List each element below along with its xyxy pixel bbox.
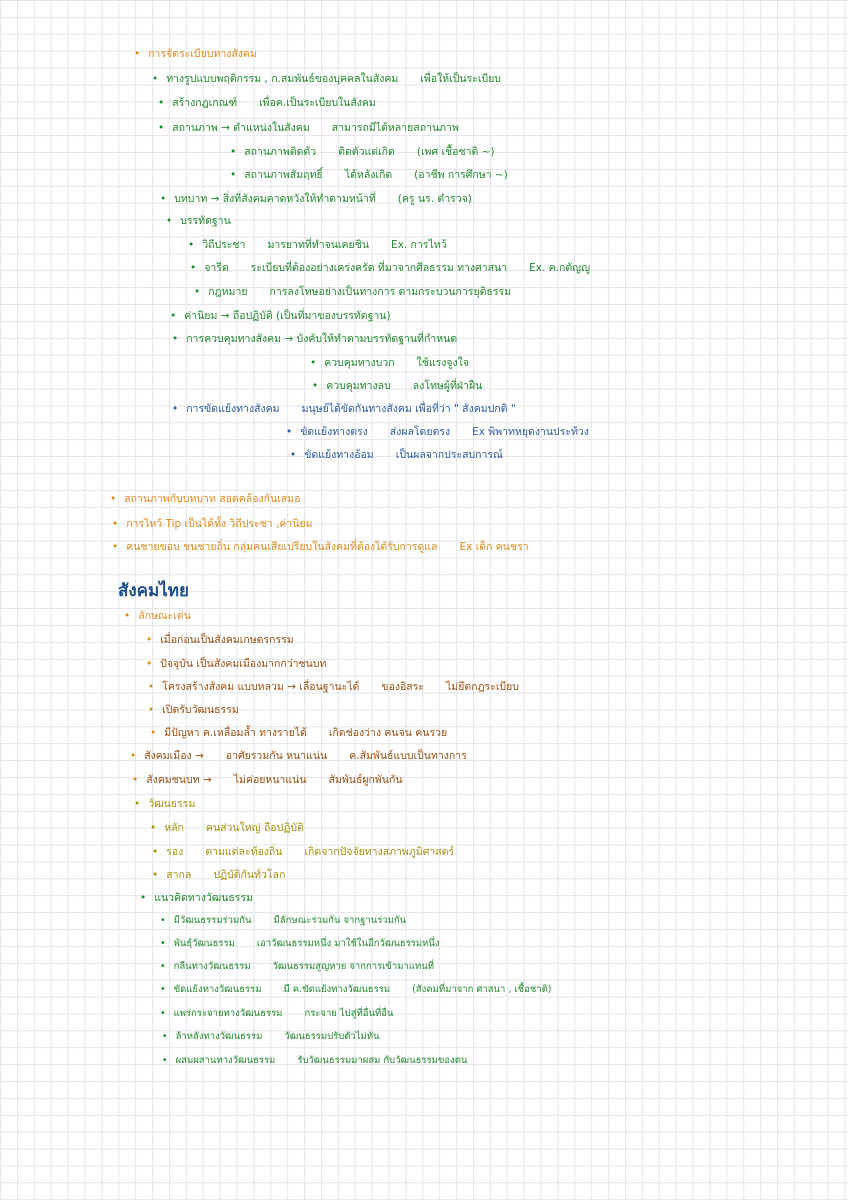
section1-item: • สถานภาพ → ตำแหน่งในสังคม สามารถมีได้หลายสถานภาพ	[158, 122, 459, 134]
conflict-type: • ขัดแย้งทางอ้อม เป็นผลจากประสบการณ์	[290, 449, 503, 461]
bullet-icon: •	[160, 984, 166, 995]
city-line: • สังคมเมือง → อาศัยรวมกัน หนาแน่น ค.สัมพันธ์แบบเป็นทางการ	[130, 750, 467, 762]
concept-item: • มีวัฒนธรรมร่วมกัน มีลักษณะร่วมกัน จากฐานร่วมกัน	[160, 915, 407, 926]
concept-item: • กลืนทางวัฒนธรรม วัฒนธรรมสูญหาย จากการเข้ามาแทนที่	[160, 961, 435, 972]
bullet-icon: •	[134, 48, 141, 60]
concept-item: • แพร่กระจายทางวัฒนธรรม กระจาย ไปสู่ที่อื่นที่อื่น	[160, 1008, 394, 1019]
concept-item: • ผสมผสานทางวัฒนธรรม รับวัฒนธรรมมาผสม กับวัฒนธรรมของตน	[162, 1055, 468, 1066]
bullet-icon: •	[172, 333, 179, 345]
status-type: • สถานภาพติดตัว ติดตัวแต่เกิด (เพศ เชื้อชาติ ~)	[230, 146, 495, 158]
bullet-icon: •	[162, 1055, 168, 1066]
bullet-icon: •	[148, 681, 155, 693]
concept-title: • แนวคิดทางวัฒนธรรม	[140, 892, 253, 904]
role-line: • บทบาท → สิ่งที่สังคมคาดหวังให้ทำตามหน้าที่ (ครู นร. ตำรวจ)	[160, 193, 472, 205]
section1-title: • การจัดระเบียบทางสังคม	[134, 48, 257, 60]
control-type: • ควบคุมทางบวก ใช้แรงจูงใจ	[310, 357, 469, 369]
bullet-icon: •	[160, 193, 167, 205]
bullet-icon: •	[160, 1008, 166, 1019]
bullet-icon: •	[310, 357, 317, 369]
control-line: • การควบคุมทางสังคม → บังคับให้ทำตามบรรทัดฐานที่กำหนด	[172, 333, 458, 345]
bullet-icon: •	[166, 215, 173, 227]
rural-line: • สังคมชนบท → ไม่ค่อยหนาแน่น สัมพันธ์ผูกพันกัน	[132, 774, 403, 786]
feature-item: • ปัจจุบัน เป็นสังคมเมืองมากกว่าชนบท	[146, 658, 327, 670]
bullet-icon: •	[130, 750, 137, 762]
bullet-icon: •	[194, 286, 201, 298]
bullet-icon: •	[290, 449, 297, 461]
features-title: • ลักษณะเด่น	[124, 610, 191, 622]
control-type: • ควบคุมทางลบ ลงโทษผู้ที่ฝ่าฝืน	[312, 380, 483, 392]
concept-item: • ล้าหลังทางวัฒนธรรม วัฒนธรรมปรับตัวไม่ทัน	[162, 1031, 380, 1042]
note-line: • คนชายขอบ ชนชายถิ่น กลุ่มคนเสียเปรียบในสังคมที่ต้องได้รับการดูแล Ex เด็ก คนชรา	[112, 541, 529, 553]
bullet-icon: •	[286, 426, 293, 438]
bullet-icon: •	[132, 774, 139, 786]
bullet-icon: •	[158, 97, 165, 109]
note-line: • สถานภาพกับบทบาท สอดคล้องกันเสมอ	[110, 493, 301, 505]
bullet-icon: •	[152, 846, 159, 858]
bullet-icon: •	[146, 634, 153, 646]
bullet-icon: •	[152, 869, 159, 881]
bullet-icon: •	[170, 310, 177, 322]
bullet-icon: •	[112, 518, 119, 530]
bullet-icon: •	[230, 169, 237, 181]
bullet-icon: •	[110, 493, 117, 505]
bullet-icon: •	[140, 892, 147, 904]
norm-item: • วิถีประชา มารยาทที่ทำจนเคยชิน Ex. การไหว้	[188, 239, 447, 251]
bullet-icon: •	[160, 961, 166, 972]
feature-item: • เปิดรับวัฒนธรรม	[148, 704, 239, 716]
values-line: • ค่านิยม → ถือปฏิบัติ (เป็นที่มาของบรรทัดฐาน)	[170, 310, 391, 322]
section1-item: • ทางรูปแบบพฤติกรรม , ก.สมพันธ์ของบุคคลในสังคม เพื่อให้เป็นระเบียบ	[152, 73, 501, 85]
bullet-icon: •	[146, 658, 153, 670]
bullet-icon: •	[188, 239, 195, 251]
section2-heading: สังคมไทย	[118, 581, 189, 601]
bullet-icon: •	[152, 73, 159, 85]
bullet-icon: •	[172, 403, 179, 415]
culture-item: • รอง ตามแต่ละท้องถิ่น เกิดจากปัจจัยทางสภาพภูมิศาสตร์	[152, 846, 455, 858]
culture-item: • สากล ปฏิบัติกันทั่วโลก	[152, 869, 286, 881]
concept-item: • พันธุ์วัฒนธรรม เอาวัฒนธรรมหนึ่ง มาใช้ในอีกวัฒนธรรมหนึ่ง	[160, 938, 440, 949]
culture-title: • วัฒนธรรม	[134, 798, 196, 810]
concept-item: • ขัดแย้งทางวัฒนธรรม มี ค.ขัดแย้งทางวัฒนธรรม (สังคมที่มาจาก ศาสนา , เชื้อชาติ)	[160, 984, 552, 995]
conflict-line: • การขัดแย้งทางสังคม มนุษย์ได้ขัดกันทางสังคม เพื่อที่ว่า " สังคมปกติ "	[172, 403, 516, 415]
feature-item: • เมื่อก่อนเป็นสังคมเกษตรกรรม	[146, 634, 294, 646]
norm-item: • กฎหมาย การลงโทษอย่างเป็นทางการ ตามกระบวนการยุติธรรม	[194, 286, 512, 298]
note-line: • การไหว้ Tip เป็นได้ทั้ง วิถีประชา ,ค่านิยม	[112, 518, 313, 530]
norm-item: • จารีต ระเบียบที่ต้องอย่างเคร่งครัด ที่มาจากศีลธรรม ทางศาสนา Ex. ค.กตัญญู	[190, 262, 591, 274]
bullet-icon: •	[148, 704, 155, 716]
conflict-type: • ขัดแย้งทางตรง ส่งผลโดยตรง Ex พิพาทหยุดงานประท้วง	[286, 426, 589, 438]
bullet-icon: •	[162, 1031, 168, 1042]
status-type: • สถานภาพสัมฤทธิ์ ได้หลังเกิด (อาชีพ การศึกษา ~)	[230, 169, 508, 181]
bullet-icon: •	[134, 798, 141, 810]
bullet-icon: •	[158, 122, 165, 134]
feature-item: • มีปัญหา ค.เหลื่อมล้ำ ทางรายได้ เกิดช่องว่าง คนจน คนรวย	[150, 727, 448, 739]
norms-title: • บรรทัดฐาน	[166, 215, 231, 227]
bullet-icon: •	[124, 610, 131, 622]
feature-item: • โครงสร้างสังคม แบบหลวม → เลื่อนฐานะได้ ของอิสระ ไม่ยึดกฎระเบียบ	[148, 681, 519, 693]
bullet-icon: •	[160, 915, 166, 926]
bullet-icon: •	[312, 380, 319, 392]
bullet-icon: •	[190, 262, 197, 274]
bullet-icon: •	[112, 541, 119, 553]
bullet-icon: •	[150, 727, 157, 739]
bullet-icon: •	[160, 938, 166, 949]
section1-item: • สร้างกฎเกณฑ์ เพื่อค.เป็นระเบียบในสังคม	[158, 97, 376, 109]
bullet-icon: •	[150, 822, 157, 834]
culture-item: • หลัก คนส่วนใหญ่ ถือปฏิบัติ	[150, 822, 304, 834]
bullet-icon: •	[230, 146, 237, 158]
